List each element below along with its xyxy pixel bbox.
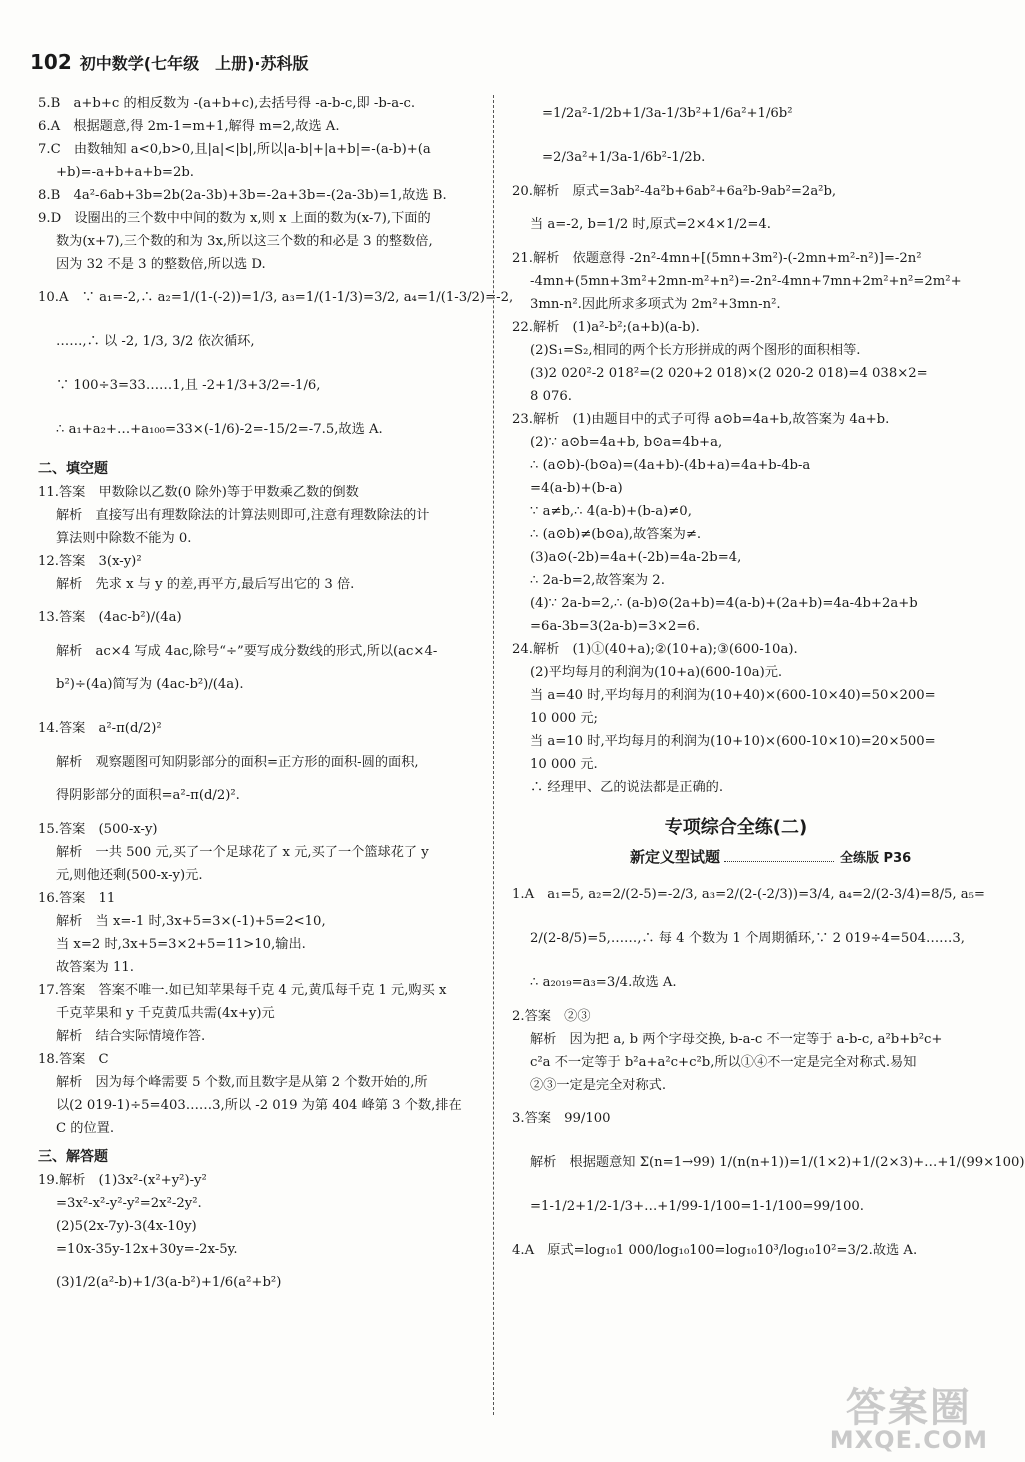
left-column xyxy=(38,92,514,1305)
section-heading: 三、解答题 xyxy=(38,1149,108,1165)
section-title: 专项综合全练(二) xyxy=(664,817,808,838)
text-line: 解析 一共 500 元,买了一个足球花了 x 元,买了一个篮球花了 y xyxy=(56,845,429,860)
text-line: ∴ 2a-b=2,故答案为 2. xyxy=(530,573,665,588)
text-line: =2/3a²+1/3a-1/6b²-1/2b. xyxy=(542,150,706,165)
text-line: 数为(x+7),三个数的和为 3x,所以这三个数的和必是 3 的整数倍, xyxy=(56,234,433,249)
text-line: 22.解析 (1)a²-b²;(a+b)(a-b). xyxy=(512,320,700,335)
watermark-logo: 答案圈 xyxy=(845,1385,972,1431)
section-subtitle: 新定义型试题 xyxy=(630,848,721,866)
text-line: 2/(2-8/5)=5,……,∴ 每 4 个数为 1 个周期循环,∵ 2 019÷4=504……3, xyxy=(530,931,965,946)
text-line: 以(2 019-1)÷5=403……3,所以 -2 019 为第 404 峰第 3 个数,排在 xyxy=(56,1098,462,1113)
text-line: 23.解析 (1)由题目中的式子可得 a⊙b=4a+b,故答案为 4a+b. xyxy=(512,412,890,427)
text-line: (2)平均每月的利润为(10+a)(600-10a)元. xyxy=(530,665,783,680)
text-line: ∴ 经理甲、乙的说法都是正确的. xyxy=(530,780,724,795)
text-line: 11.答案 甲数除以乙数(0 除外)等于甲数乘乙数的倒数 xyxy=(38,485,359,500)
page-number: 102 xyxy=(30,50,72,74)
book-title: 初中数学(七年级 上册)·苏科版 xyxy=(79,54,309,73)
text-line: 1.A a₁=5, a₂=2/(2-5)=-2/3, a₃=2/(2-(-2/3))=3/4, a₄=2/(2-3/4)=8/5, a₅= xyxy=(512,887,985,902)
text-line: ∴ a₁+a₂+…+a₁₀₀=33×(-1/6)-2=-15/2=-7.5,故选 A. xyxy=(56,422,383,437)
text-line: 2.答案 ②③ xyxy=(512,1009,591,1024)
text-line: (4)∵ 2a-b=2,∴ (a-b)⊙(2a+b)=4(a-b)+(2a+b)=4a-4b+2a+b xyxy=(530,596,918,611)
text-line: 10 000 元; xyxy=(530,711,598,726)
text-line: (3)1/2(a²-b)+1/3(a-b²)+1/6(a²+b²) xyxy=(56,1275,282,1290)
text-line: =6a-3b=3(2a-b)=3×2=6. xyxy=(530,619,700,634)
text-line: =1-1/2+1/2-1/3+…+1/99-1/100=1-1/100=99/100. xyxy=(530,1199,864,1214)
text-line: 算法则中除数不能为 0. xyxy=(56,531,192,546)
text-line: 元,则他还剩(500-x-y)元. xyxy=(56,868,203,883)
text-line: 当 a=10 时,平均每月的利润为(10+10)×(600-10×10)=20×500= xyxy=(530,734,936,749)
text-line: 8.B 4a²-6ab+3b=2b(2a-3b)+3b=-2a+3b=-(2a-3b)=1,故选 B. xyxy=(38,188,447,203)
text-line: 12.答案 3(x-y)² xyxy=(38,554,142,569)
text-line: (2)S₁=S₂,相同的两个长方形拼成的两个图形的面积相等. xyxy=(530,343,861,358)
text-line: 13.答案 (4ac-b²)/(4a) xyxy=(38,610,182,625)
text-line: -4mn+(5mn+3m²+2mn-m²+n²)=-2n²-4mn+7mn+2m²+n²=2m²+ xyxy=(530,274,962,289)
text-line: 解析 因为把 a, b 两个字母交换, b-a-c 不一定等于 a-b-c, a²b+b²c+ xyxy=(530,1032,943,1047)
text-line: 解析 根据题意知 Σ(n=1→99) 1/(n(n+1))=1/(1×2)+1/(2×3)+…+1/(99×100) xyxy=(530,1155,1025,1170)
text-line: (2)5(2x-7y)-3(4x-10y) xyxy=(56,1219,197,1234)
text-line: =10x-35y-12x+30y=-2x-5y. xyxy=(56,1242,238,1257)
text-line: ∵ a≠b,∴ 4(a-b)+(b-a)≠0, xyxy=(530,504,692,519)
text-line: 解析 ac×4 写成 4ac,除号“÷”要写成分数线的形式,所以(ac×4- xyxy=(56,644,438,659)
text-line: 解析 观察题图可知阴影部分的面积=正方形的面积-圆的面积, xyxy=(56,755,419,770)
watermark xyxy=(829,1385,988,1454)
text-line: 千克苹果和 y 千克黄瓜共需(4x+y)元 xyxy=(56,1006,275,1021)
text-line: ∴ a₂₀₁₉=a₃=3/4.故选 A. xyxy=(530,975,677,990)
right-column xyxy=(512,92,1025,1273)
text-line: 解析 先求 x 与 y 的差,再平方,最后写出它的 3 倍. xyxy=(56,577,355,592)
text-line: 3mn-n².因此所求多项式为 2m²+3mn-n². xyxy=(530,297,781,312)
answer-block-lower xyxy=(512,873,1025,1273)
text-line: ∴ (a⊙b)-(b⊙a)=(4a+b)-(4b+a)=4a+b-4b-a xyxy=(530,458,811,473)
text-line: 因为 32 不是 3 的整数倍,所以选 D. xyxy=(56,257,266,272)
text-line: 19.解析 (1)3x²-(x²+y²)-y² xyxy=(38,1173,207,1188)
section-subtitle-row xyxy=(630,843,960,873)
text-line: =1/2a²-1/2b+1/3a-1/3b²+1/6a²+1/6b² xyxy=(542,106,793,121)
text-line: 17.答案 答案不唯一.如已知苹果每千克 4 元,黄瓜每千克 1 元,购买 x xyxy=(38,983,447,998)
text-line: (3)2 020²-2 018²=(2 020+2 018)×(2 020-2 018)=4 038×2= xyxy=(530,366,928,381)
text-line: b²)÷(4a)简写为 (4ac-b²)/(4a). xyxy=(56,677,244,692)
text-line: +b)=-a+b+a+b=2b. xyxy=(56,165,194,180)
dot-leader xyxy=(724,861,834,862)
watermark-url: MXQE.COM xyxy=(829,1426,988,1454)
column-divider xyxy=(493,95,494,1415)
text-line: 当 a=-2, b=1/2 时,原式=2×4×1/2=4. xyxy=(530,217,771,232)
text-line: 解析 结合实际情境作答. xyxy=(56,1029,206,1044)
page-reference: 全练版 P36 xyxy=(840,851,912,866)
text-line: 3.答案 99/100 xyxy=(512,1111,611,1126)
text-line: ……,∴ 以 -2, 1/3, 3/2 依次循环, xyxy=(56,334,255,349)
text-line: 故答案为 11. xyxy=(56,960,134,975)
text-line: 10.A ∵ a₁=-2,∴ a₂=1/(1-(-2))=1/3, a₃=1/(1-1/3)=3/2, a₄=1/(1-3/2)=-2, xyxy=(38,290,514,305)
text-line: (3)a⊙(-2b)=4a+(-2b)=4a-2b=4, xyxy=(530,550,742,565)
text-line: C 的位置. xyxy=(56,1121,115,1136)
text-line: 20.解析 原式=3ab²-4a²b+6ab²+6a²b-9ab²=2a²b, xyxy=(512,184,837,199)
section-heading: 二、填空题 xyxy=(38,461,108,477)
text-line: ∴ (a⊙b)≠(b⊙a),故答案为≠. xyxy=(530,527,702,542)
text-line: 7.C 由数轴知 a<0,b>0,且|a|<|b|,所以|a-b|+|a+b|=-(a-b)+(a xyxy=(38,142,431,157)
text-line: 16.答案 11 xyxy=(38,891,116,906)
text-line: 6.A 根据题意,得 2m-1=m+1,解得 m=2,故选 A. xyxy=(38,119,340,134)
text-line: ∵ 100÷3=33……1,且 -2+1/3+3/2=-1/6, xyxy=(56,378,321,393)
text-line: 15.答案 (500-x-y) xyxy=(38,822,158,837)
text-line: 21.解析 依题意得 -2n²-4mn+[(5mn+3m²)-(-2mn+m²-n²)]=-2n² xyxy=(512,251,922,266)
text-line: 14.答案 a²-π(d/2)² xyxy=(38,721,162,736)
text-line: 24.解析 (1)①(40+a);②(10+a);③(600-10a). xyxy=(512,642,798,657)
page-header xyxy=(30,50,308,80)
text-line: 当 a=40 时,平均每月的利润为(10+40)×(600-10×40)=50×200= xyxy=(530,688,936,703)
text-line: 5.B a+b+c 的相反数为 -(a+b+c),去括号得 -a-b-c,即 -b-a-c. xyxy=(38,96,416,111)
text-line: 解析 当 x=-1 时,3x+5=3×(-1)+5=2<10, xyxy=(56,914,326,929)
text-line: (2)∵ a⊙b=4a+b, b⊙a=4b+a, xyxy=(530,435,723,450)
text-line: =4(a-b)+(b-a) xyxy=(530,481,623,496)
text-line: 解析 直接写出有理数除法的计算法则即可,注意有理数除法的计 xyxy=(56,508,430,523)
text-line: 10 000 元. xyxy=(530,757,598,772)
text-line: 当 x=2 时,3x+5=3×2+5=11>10,输出. xyxy=(56,937,306,952)
text-line: c²a 不一定等于 b²a+a²c+c²b,所以①④不一定是完全对称式.易知 xyxy=(530,1055,917,1070)
text-line: 解析 因为每个峰需要 5 个数,而且数字是从第 2 个数开始的,所 xyxy=(56,1075,428,1090)
answer-block-upper xyxy=(512,92,960,799)
text-line: =3x²-x²-y²-y²=2x²-2y². xyxy=(56,1196,202,1211)
text-line: 18.答案 C xyxy=(38,1052,109,1067)
text-line: ②③一定是完全对称式. xyxy=(530,1078,667,1093)
text-line: 4.A 原式=log₁₀1 000/log₁₀100=log₁₀10³/log₁₀10²=3/2.故选 A. xyxy=(512,1243,918,1258)
text-line: 9.D 设圈出的三个数中中间的数为 x,则 x 上面的数为(x-7),下面的 xyxy=(38,211,431,226)
text-line: 得阴影部分的面积=a²-π(d/2)². xyxy=(56,788,240,803)
text-line: 8 076. xyxy=(530,389,572,404)
